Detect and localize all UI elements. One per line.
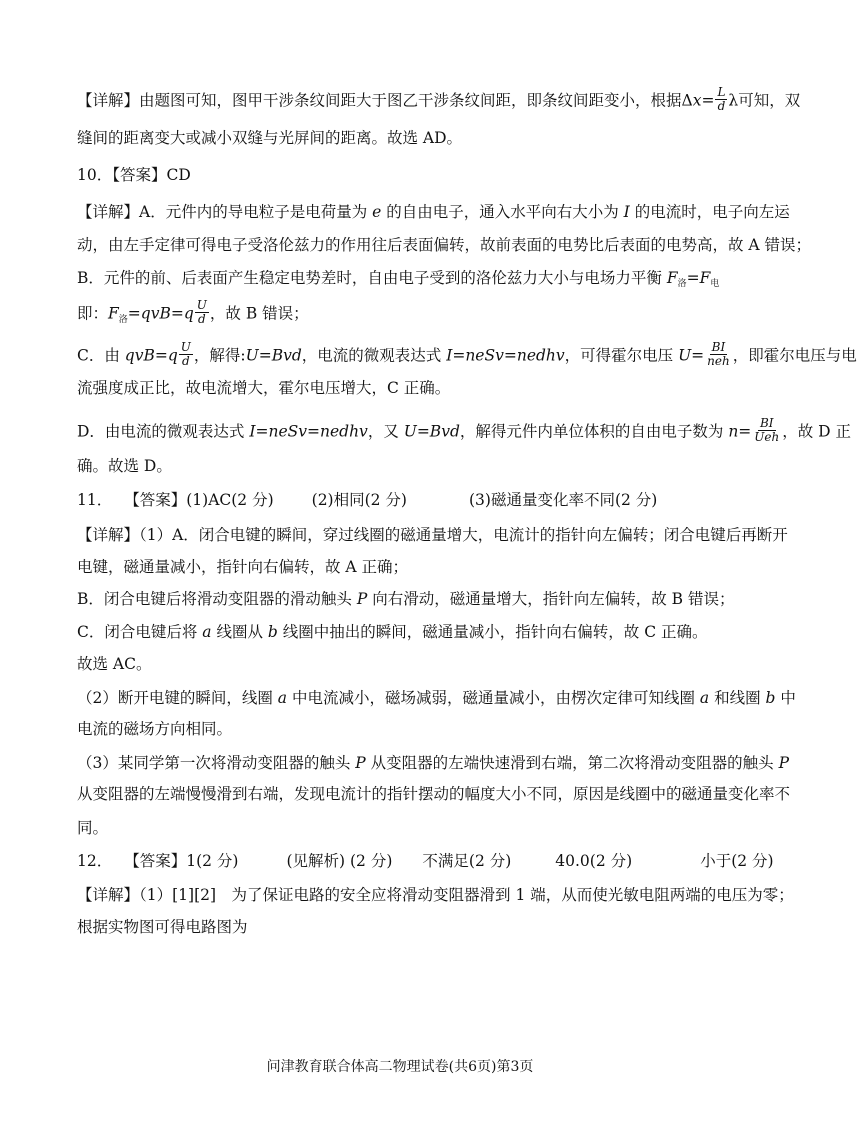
math-var: a	[277, 689, 288, 707]
q10-d-line-1	[77, 416, 852, 446]
answer-part-2: (见解析) (2 分)	[286, 852, 393, 870]
answer-part-3: 不满足(2 分)	[422, 852, 512, 870]
math-expr: U=Bvd	[245, 346, 302, 365]
text: C．闭合电键后将	[77, 623, 203, 641]
q12-p2-line: 根据实物图可得电路图为	[77, 918, 248, 936]
fraction-denominator: d	[182, 354, 190, 368]
text: ，又	[367, 422, 404, 441]
text: 中电流减小，磁场减弱，磁通量减小，由楞次定律可知线圈	[287, 689, 700, 707]
question-number: 12．	[77, 852, 113, 870]
math-var: F	[108, 304, 119, 323]
math-expr: =qvB=q	[127, 304, 194, 323]
q11-p2-line	[77, 588, 737, 610]
q10-c-line-1	[77, 340, 857, 370]
answer-part-1: 【答案】(1)AC(2 分)	[124, 491, 274, 509]
q11-p7-line-1	[77, 752, 790, 774]
fraction-numerator: L	[717, 85, 726, 99]
subscript: 电	[710, 279, 720, 289]
text: ，电流的微观表达式	[301, 346, 447, 365]
q10-b-line-2	[77, 298, 737, 328]
math-var: a	[202, 623, 212, 641]
q11-p5-line-2: 电流的磁场方向相同。	[77, 720, 233, 738]
text: 从变阻器的左端快速滑到右端，第二次将滑动变阻器的触头	[365, 754, 779, 772]
fraction-denominator: Ueh	[754, 430, 780, 444]
fraction-numerator: BI	[759, 416, 774, 430]
fraction	[179, 341, 193, 368]
q11-p3-line	[77, 621, 737, 643]
q11-p7-line-2: 从变阻器的左端慢慢滑到右端，发现电流计的指针摆动的幅度大小不同，原因是线圈中的磁通量变化率不	[77, 785, 791, 803]
text: ，即霍尔电压与电	[732, 346, 857, 365]
math-var: b	[765, 689, 776, 707]
fraction-denominator: neh	[707, 354, 730, 368]
text: 的电流时，电子向左运	[629, 203, 790, 221]
math-expr: qvB=q	[124, 346, 178, 365]
text: 和线圈	[709, 689, 766, 707]
text: B．元件的前、后表面产生稳定电势差时，自由电子受到的洛伦兹力大小与电场力平衡	[77, 269, 667, 287]
answer-part-3: (3)磁通量变化率不同(2 分)	[468, 491, 658, 509]
text: 【详解】由题图可知，图甲干涉条纹间距大于图乙干涉条纹间距，即条纹间距变小，根据Δ	[77, 91, 693, 110]
math-expr: I=neSv=nedhv	[446, 346, 565, 365]
fraction-denominator: d	[197, 312, 206, 326]
q12-answer-heading	[77, 850, 774, 872]
text: ，故 D 正	[782, 422, 852, 441]
q10-a-line-2: 动，由左手定律可得电子受洛伦兹力的作用往后表面偏转，故前表面的电势比后表面的电势高，故 A 错误；	[77, 236, 812, 254]
q10-b-line-1	[77, 267, 737, 292]
math-var: b	[267, 623, 278, 641]
text: ，故 B 错误；	[209, 304, 309, 323]
fraction	[705, 341, 732, 368]
math-expr: n=	[728, 422, 752, 441]
text: 线圈从	[211, 623, 268, 641]
text: D．由电流的微观表达式	[77, 422, 250, 441]
text: （3）某同学第一次将滑动变阻器的触头	[77, 754, 356, 772]
math-expr: I=neSv=nedhv	[249, 422, 368, 441]
q10-answer-heading: 10．【答案】CD	[77, 166, 191, 184]
answer-part-5: 小于(2 分)	[700, 852, 774, 870]
fraction	[752, 417, 781, 444]
q11-p4-line: 故选 AC。	[77, 655, 152, 673]
q9-line-2: 缝间的距离变大或减小双缝与光屏间的距离。故选 AD。	[77, 129, 463, 147]
q10-a-line-1	[77, 201, 790, 223]
answer-part-2: (2)相同(2 分)	[311, 491, 407, 509]
text: =	[701, 91, 715, 110]
text: ，可得霍尔电压	[564, 346, 679, 365]
math-var: F	[666, 269, 678, 287]
math-var: x	[692, 91, 702, 110]
q11-p1-line-1: 【详解】（1）A．闭合电键的瞬间，穿过线圈的磁通量增大，电流计的指针向左偏转；闭合电键后再断开	[77, 526, 788, 544]
math-var: e	[372, 203, 382, 221]
q10-d-line-2: 确。故选 D。	[77, 457, 172, 475]
page-footer: 问津教育联合体高二物理试卷(共6页)第3页	[266, 1059, 534, 1075]
q11-p1-line-2: 电键，磁通量减小，指针向右偏转，故 A 正确；	[77, 558, 409, 576]
fraction	[715, 86, 727, 113]
text: 【详解】A．元件内的导电粒子是电荷量为	[77, 203, 373, 221]
math-expr: U=	[678, 346, 705, 365]
text: （2）断开电键的瞬间，线圈	[77, 689, 278, 707]
q9-line-1	[77, 85, 801, 115]
text: 中	[775, 689, 796, 707]
q11-answer-heading	[77, 489, 737, 511]
math-var: a	[699, 689, 710, 707]
fraction-numerator: U	[180, 340, 191, 354]
math-var: I	[623, 203, 630, 221]
q12-p1-line: 【详解】（1）[1][2] 为了保证电路的安全应将滑动变阻器滑到 1 端，从而使光敏电阻两端的电压为零；	[77, 886, 794, 904]
subscript: 洛	[677, 279, 687, 289]
q11-p7-line-3: 同。	[77, 819, 109, 837]
fraction-numerator: BI	[711, 340, 726, 354]
math-expr: =F	[686, 269, 711, 287]
text: λ可知，双	[728, 91, 801, 110]
text: ，解得元件内单位体积的自由电子数为	[459, 422, 729, 441]
answer-part-4: 40.0(2 分)	[555, 852, 633, 870]
fraction-denominator: d	[717, 99, 726, 113]
math-var: P	[778, 754, 790, 772]
text: 向右滑动，磁通量增大，指针向左偏转，故 B 错误；	[367, 590, 735, 608]
question-number: 11．	[77, 491, 113, 509]
answer-part-1: 【答案】1(2 分)	[124, 852, 239, 870]
text: B．闭合电键后将滑动变阻器的滑动触头	[77, 590, 357, 608]
text: ，解得:	[193, 346, 246, 365]
math-var: P	[356, 590, 368, 608]
q10-c-line-2: 流强度成正比，故电流增大，霍尔电压增大，C 正确。	[77, 379, 451, 397]
q11-p5-line-1	[77, 687, 796, 709]
text: 即：	[77, 304, 109, 323]
math-var: P	[355, 754, 366, 772]
text: 的自由电子，通入水平向右大小为	[381, 203, 624, 221]
subscript: 洛	[118, 314, 128, 325]
math-expr: U=Bvd	[403, 422, 460, 441]
text: 线圈中抽出的瞬间，磁通量减小，指针向右偏转，故 C 正确。	[277, 623, 708, 641]
text: C．由	[77, 346, 125, 365]
fraction-numerator: U	[196, 298, 207, 312]
fraction	[195, 299, 209, 326]
